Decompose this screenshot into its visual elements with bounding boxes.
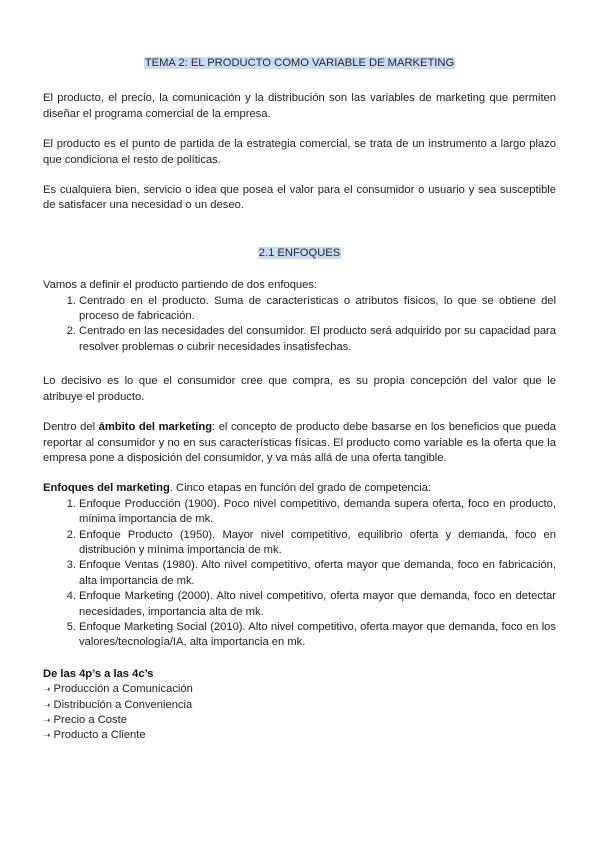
section-title: 2.1 ENFOQUES — [258, 246, 341, 259]
four-p-title: De las 4p’s a las 4c’s — [43, 667, 154, 680]
arrow-icon: ➝ — [43, 699, 51, 710]
four-p-item: Producto a Cliente — [53, 729, 146, 742]
scope-paragraph — [43, 420, 556, 466]
scope-rest: : el concepto de producto debe basarse en los beneficios que pueda reportar al consumidor y no en sus características físicas. El producto como variable es la oferta que la empresa pone a disposición del consumidor, y va más allá de una oferta tangible. — [43, 421, 556, 464]
list-item — [43, 682, 556, 697]
decisive-paragraph: Lo decisivo es lo que el consumidor cree que compra, es su propia concepción del valor que le atribuye el producto. — [43, 375, 556, 403]
list-item: 2. Centrado en las necesidades del consumidor. El producto será adquirido por su capacidad para resolver problemas o cubrir necesidades insatisfechas. — [79, 324, 556, 355]
intro-paragraph-1: El producto, el precio, la comunicación y la distribución son las variables de marketing que permiten diseñar el programa comercial de la empresa. — [43, 92, 556, 120]
section-title-row — [43, 246, 556, 261]
marketing-approaches-rest: . Cinco etapas en función del grado de competencia: — [169, 482, 432, 495]
list-item: 4. Enfoque Marketing (2000). Alto nivel competitivo, oferta mayor que demanda, foco en detectar necesidades, importancia alta de mk. — [79, 589, 556, 620]
approach-intro: Vamos a definir el producto partiendo de dos enfoques: — [43, 279, 318, 292]
document-title: TEMA 2: EL PRODUCTO COMO VARIABLE DE MARKETING — [144, 57, 455, 69]
list-item: 3. Enfoque Ventas (1980). Alto nivel competitivo, oferta mayor que demanda, foco en fabricación, alta importancia de mk. — [79, 558, 556, 589]
list-item: 1. Centrado en el producto. Suma de características o atributos físicos, lo que se obtiene del proceso de fabricación. — [79, 294, 556, 325]
approaches-list — [43, 294, 556, 356]
list-item — [43, 698, 556, 713]
marketing-approaches-intro — [43, 481, 556, 496]
list-item — [43, 728, 556, 743]
list-item — [43, 713, 556, 728]
four-p-item: Producción a Comunicación — [53, 683, 193, 696]
four-p-item: Precio a Coste — [53, 714, 127, 726]
arrow-icon: ➝ — [43, 715, 51, 725]
four-p-item: Distribución a Conveniencia — [53, 698, 193, 711]
intro-paragraph-3: Es cualquiera bien, servicio o idea que posea el valor para el consumidor o usuario y sea susceptible de satisfacer una necesidad o un deseo. — [43, 184, 556, 212]
marketing-approaches-list — [43, 497, 556, 651]
title-row — [43, 56, 556, 71]
scope-bold: ámbito del marketing — [98, 421, 213, 434]
marketing-approaches-bold: Enfoques del marketing — [43, 482, 170, 495]
four-p-title-row — [43, 667, 556, 682]
intro-paragraph-2: El producto es el punto de partida de la estrategia comercial, se trata de un instrumento a largo plazo que condiciona el resto de políticas. — [43, 138, 556, 166]
list-item: 5. Enfoque Marketing Social (2010). Alto nivel competitivo, oferta mayor que demanda, foco en los valores/tecnología/IA, alta importancia en mk. — [79, 620, 556, 651]
scope-prefix: Dentro del — [43, 421, 99, 434]
list-item: 1. Enfoque Producción (1900). Poco nivel competitivo, demanda supera oferta, foco en producto, mínima importancia de mk. — [79, 497, 556, 528]
arrow-icon: ➝ — [43, 730, 51, 741]
four-p-list — [43, 682, 556, 744]
arrow-icon: ➝ — [43, 684, 51, 695]
list-item: 2. Enfoque Producto (1950). Mayor nivel competitivo, equilibrio oferta y demanda, foco en distribución y mínima importancia de mk. — [79, 528, 556, 559]
